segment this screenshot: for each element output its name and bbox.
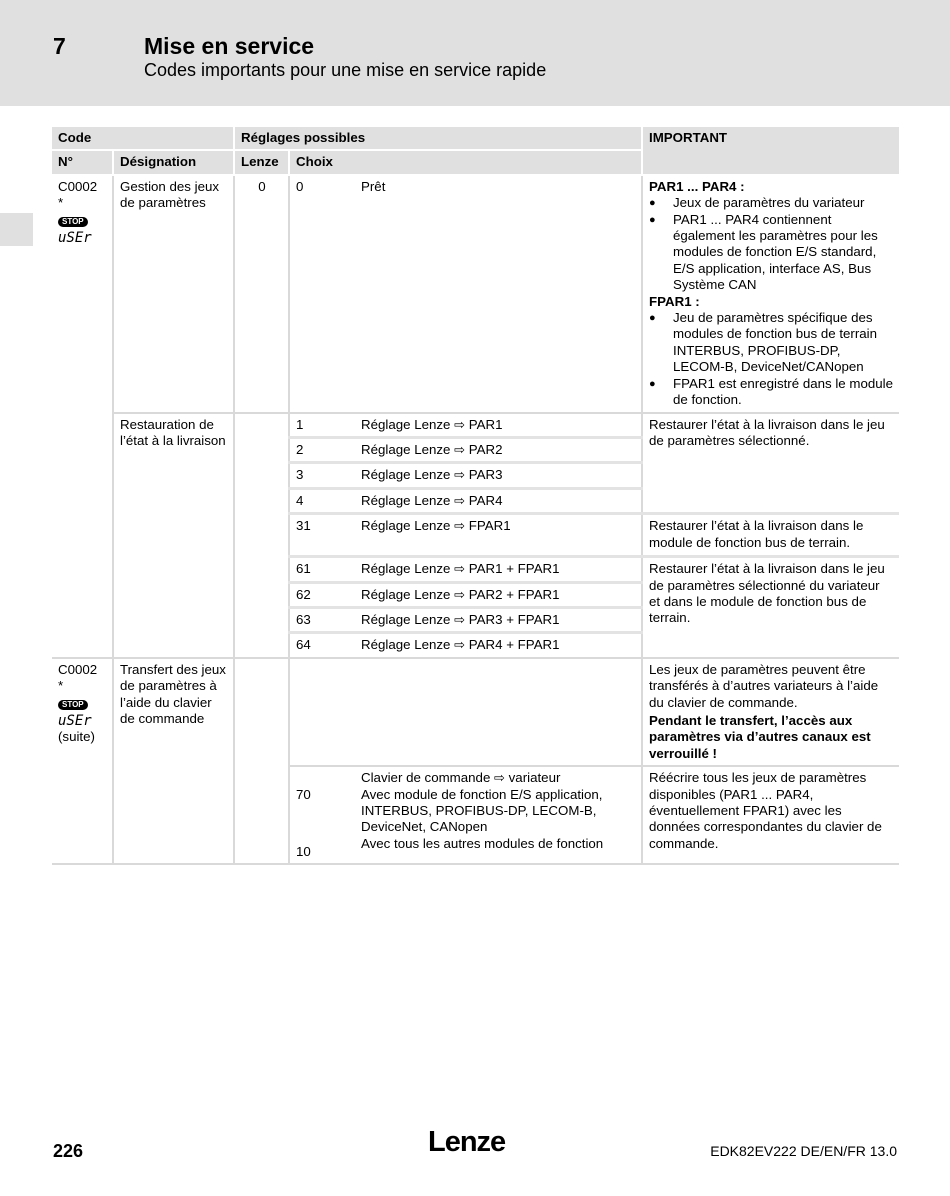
stop-icon: STOP	[58, 217, 88, 227]
codes-table	[52, 127, 899, 865]
choice-text: Réglage Lenze ⇨ PAR4 + FPAR1	[355, 633, 642, 658]
table-row	[52, 413, 899, 438]
choice-text: Réglage Lenze ⇨ PAR3	[355, 463, 642, 488]
choice-num: 4	[289, 488, 355, 513]
important-cell: Réécrire tous les jeux de paramètres disponibles (PAR1 ... PAR4, éventuellement FPAR1) avec les données correspondantes du clavier de commande.	[642, 766, 899, 864]
lenze-logo: Lenze	[428, 1126, 506, 1158]
designation-cell: Restauration de l’état à la livraison	[113, 413, 234, 658]
lenze-cell	[234, 658, 289, 865]
choice-num: 62	[289, 582, 355, 607]
display-code: uSEr	[58, 230, 92, 247]
important-cell: Restaurer l’état à la livraison dans le jeu de paramètres sélectionné du variateur et dans le module de fonction bus de terrain.	[642, 557, 899, 658]
important-cell	[642, 175, 899, 413]
choice-text: Réglage Lenze ⇨ PAR3 + FPAR1	[355, 607, 642, 632]
arrow-right-icon: ⇨	[454, 416, 466, 432]
code-asterisk: *	[58, 195, 64, 211]
important-title: FPAR1 :	[649, 293, 700, 309]
header-no: N°	[52, 150, 113, 174]
important-cell: Restaurer l’état à la livraison dans le module de fonction bus de terrain.	[642, 514, 899, 557]
choice-text: Réglage Lenze ⇨ FPAR1	[355, 514, 642, 557]
lenze-cell	[234, 413, 289, 658]
choice-num: 0	[289, 175, 355, 413]
code-cell	[52, 658, 113, 865]
display-code: uSEr	[58, 712, 92, 729]
important-cell: Restaurer l’état à la livraison dans le jeu de paramètres sélectionné.	[642, 413, 899, 514]
header-important: IMPORTANT	[642, 127, 899, 175]
arrow-right-icon: ⇨	[454, 441, 466, 457]
code-number: C0002	[58, 178, 98, 194]
list-item: ● Jeux de paramètres du variateur	[649, 195, 894, 211]
arrow-right-icon: ⇨	[454, 518, 466, 534]
chapter-title: Mise en service	[144, 33, 315, 59]
choice-num: 3	[289, 463, 355, 488]
arrow-right-icon: ⇨	[454, 637, 466, 653]
arrow-right-icon: ⇨	[454, 561, 466, 577]
choice-text: Prêt	[355, 175, 642, 413]
choice-num: 61	[289, 557, 355, 582]
header-choice: Choix	[289, 150, 642, 174]
side-tab-marker	[0, 213, 33, 246]
choice-text: Clavier de commande ⇨ variateur Avec module de fonction E/S application, INTERBUS, PROFIBUS-DP, LECOM-B, DeviceNet, CANopen Avec tous les autres modules de fonction	[355, 766, 642, 864]
arrow-right-icon: ⇨	[454, 586, 466, 602]
header-code: Code	[52, 127, 234, 150]
choice-num	[289, 658, 355, 766]
table-row	[52, 658, 899, 766]
choice-text: Réglage Lenze ⇨ PAR2	[355, 437, 642, 462]
choice-num: 1	[289, 413, 355, 438]
important-text: Les jeux de paramètres peuvent être transférés à d’autres variateurs à l’aide du clavier de commande.	[649, 661, 879, 710]
choice-num: 31	[289, 514, 355, 557]
list-item: ● FPAR1 est enregistré dans le module de fonction.	[649, 376, 894, 409]
chapter-subtitle: Codes importants pour une mise en service rapide	[144, 60, 547, 80]
page-header	[0, 0, 950, 106]
chapter-number: 7	[53, 33, 66, 59]
choice-text: Réglage Lenze ⇨ PAR4	[355, 488, 642, 513]
choice-num: 2	[289, 437, 355, 462]
important-list	[649, 195, 894, 293]
lenze-cell: 0	[234, 175, 289, 413]
table-header-row-1	[52, 127, 899, 150]
code-asterisk: *	[58, 678, 64, 694]
arrow-right-icon: ⇨	[454, 467, 466, 483]
document-reference: EDK82EV222 DE/EN/FR 13.0	[710, 1143, 897, 1159]
important-cell	[642, 658, 899, 766]
designation-cell: Transfert des jeux de paramètres à l’aide du clavier de commande	[113, 658, 234, 865]
table-row	[52, 175, 899, 413]
choice-text: Réglage Lenze ⇨ PAR1	[355, 413, 642, 438]
choice-text: Réglage Lenze ⇨ PAR2 + FPAR1	[355, 582, 642, 607]
important-list	[649, 310, 894, 408]
code-number: C0002	[58, 661, 98, 677]
choice-text	[355, 658, 642, 766]
code-continued: (suite)	[58, 729, 95, 745]
choice-num: 70 10	[289, 766, 355, 864]
header-designation: Désignation	[113, 150, 234, 174]
stop-icon: STOP	[58, 700, 88, 710]
page-number: 226	[53, 1141, 84, 1161]
arrow-right-icon: ⇨	[454, 611, 466, 627]
arrow-right-icon: ⇨	[454, 492, 466, 508]
choice-text: Réglage Lenze ⇨ PAR1 + FPAR1	[355, 557, 642, 582]
list-item: ● PAR1 ... PAR4 contiennent également les paramètres pour les modules de fonction E/S standard, E/S application, interface AS, Bus Système CAN	[649, 212, 894, 294]
header-settings: Réglages possibles	[234, 127, 642, 150]
designation-cell: Gestion des jeux de paramètres	[113, 175, 234, 413]
choice-num: 63	[289, 607, 355, 632]
arrow-right-icon: ⇨	[494, 770, 505, 786]
code-cell	[52, 175, 113, 658]
header-lenze: Lenze	[234, 150, 289, 174]
important-title: PAR1 ... PAR4 :	[649, 178, 745, 194]
list-item: ● Jeu de paramètres spécifique des modules de fonction bus de terrain INTERBUS, PROFIBUS-DP, LECOM-B, DeviceNet/CANopen	[649, 310, 894, 376]
important-warning: Pendant le transfert, l’accès aux paramètres via d’autres canaux est verrouillé !	[649, 712, 871, 761]
choice-num: 64	[289, 633, 355, 658]
